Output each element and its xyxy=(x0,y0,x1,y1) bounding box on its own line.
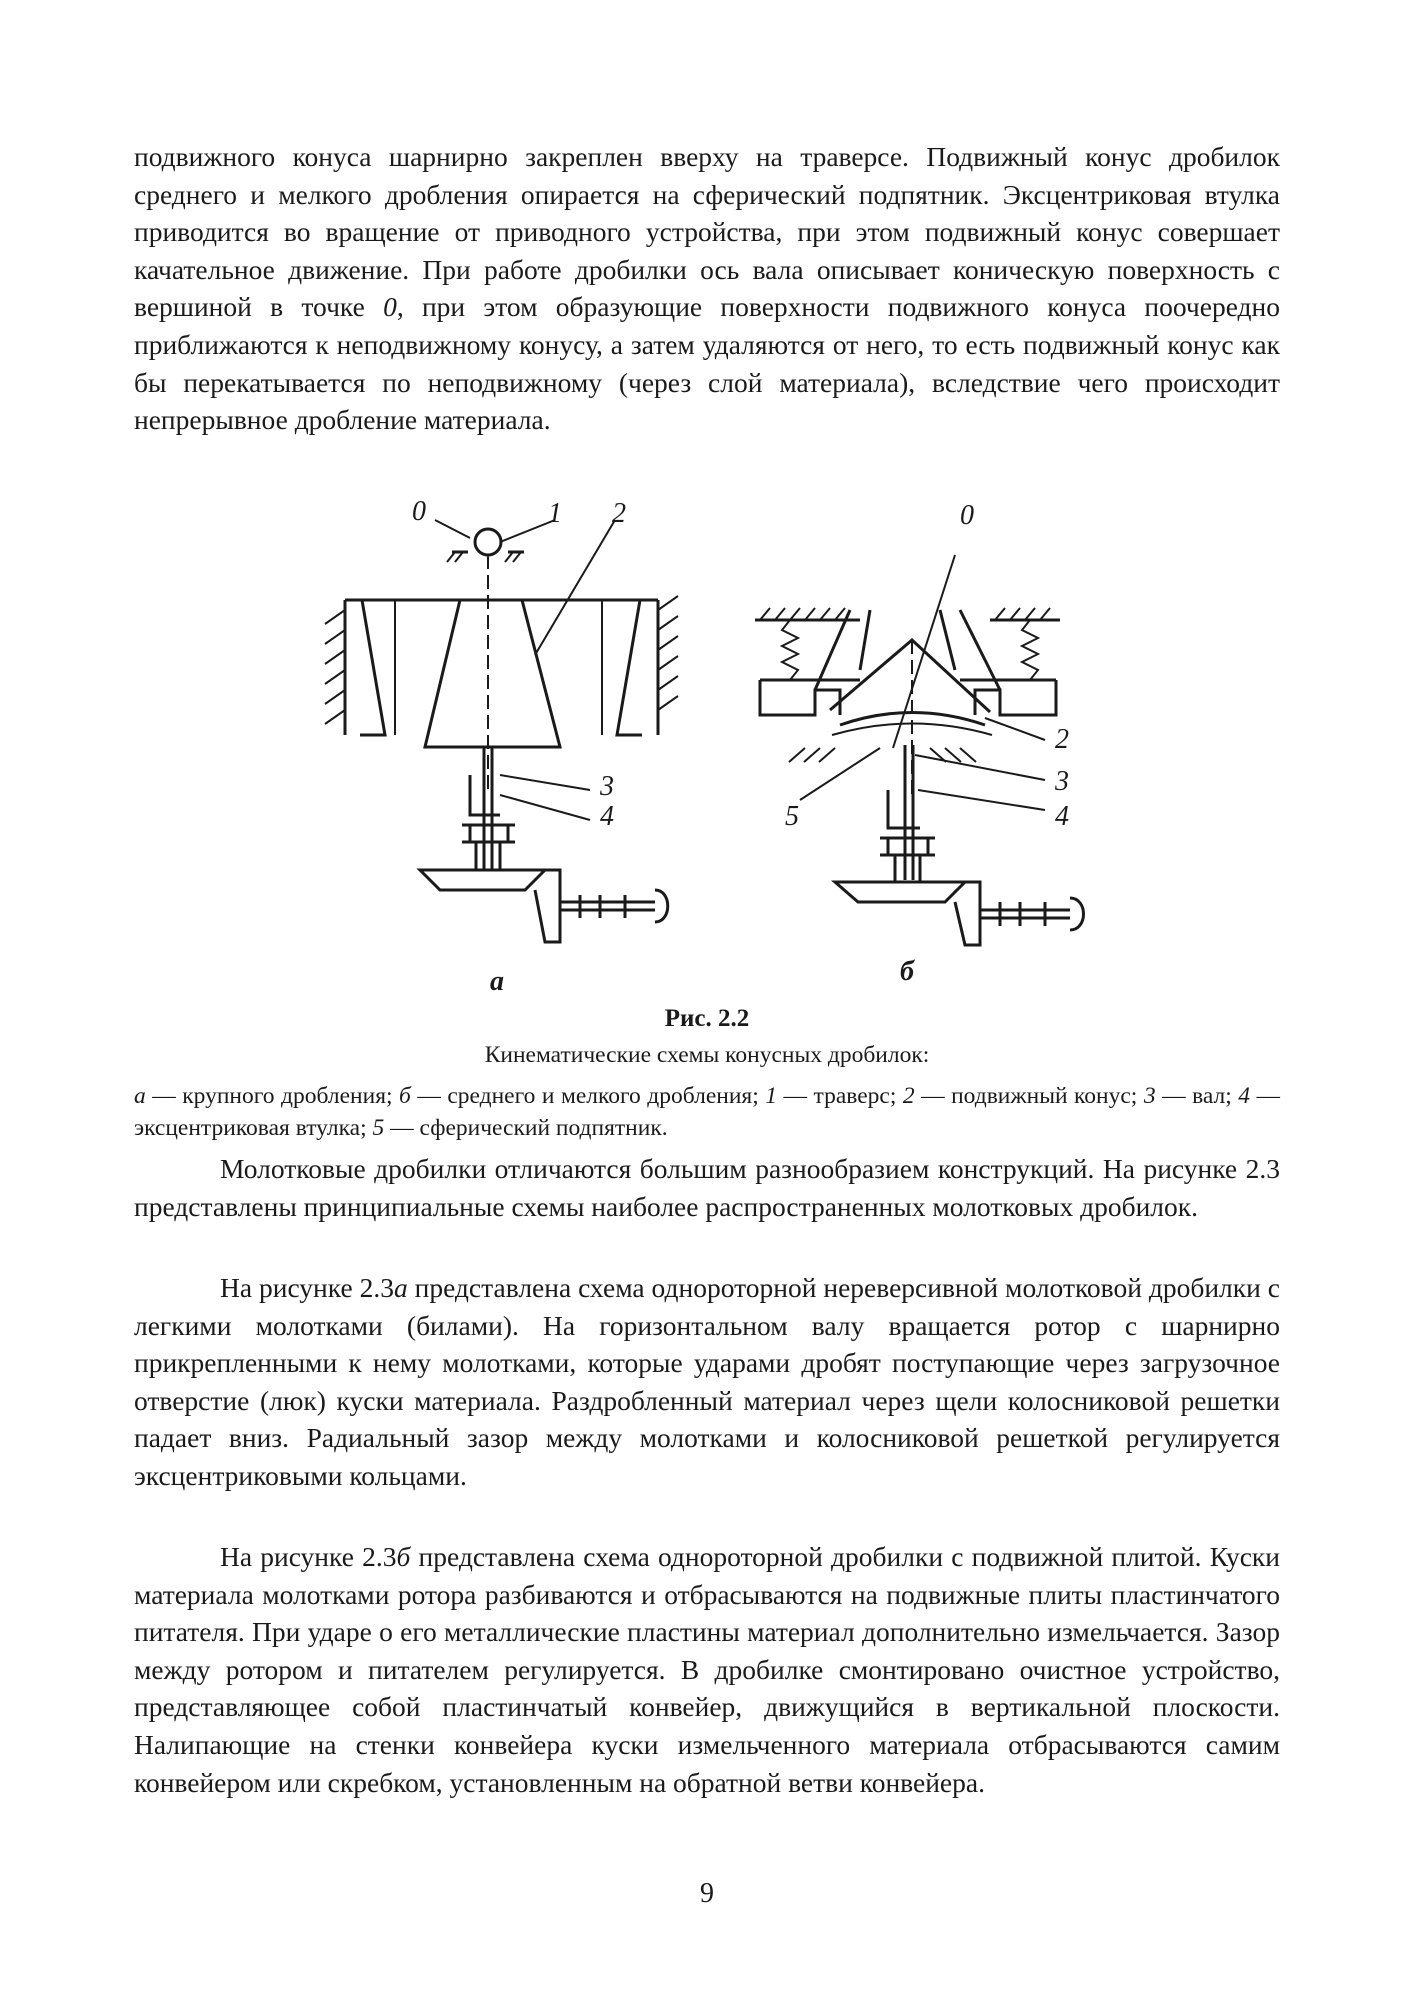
paragraph-fig-2-3a: На рисунке 2.3а представлена схема однороторной нереверсивной молотковой дробилки с легкими молотками (билами). На горизонтальном валу вращается ротор с шарнирно прикрепленными к нему молотками, которые ударами дробят поступающие через загрузочное отверстие (люк) куски материала. Раздробленный материал через щели колосниковой решетки падает вниз. Радиальный зазор между молотками и колосниковой решеткой регулируется эксцентриковыми кольцами. xyxy=(134,1272,1280,1491)
traverse-pivot xyxy=(475,529,501,555)
label-b-3: 3 xyxy=(1055,766,1069,797)
figure-legend: а — крупного дробления; б — среднего и мелкого дробления; 1 — траверс; 2 — подвижный конус; 3 — вал; 4 — эксцентриковая втулка; 5 — сферический подпятник. xyxy=(134,1083,1280,1141)
scheme-b-drawing xyxy=(755,555,1084,945)
figure-drawing xyxy=(0,490,1414,1010)
intro-point-label: 0 xyxy=(383,291,397,323)
paragraph-hammer-crushers: Молотковые дробилки отличаются большим разнообразием конструкций. На рисунке 2.3 представлены принципиальные схемы наиболее распространенных молотковых дробилок. xyxy=(134,1153,1280,1222)
figure-caption-title: Рис. 2.2 xyxy=(664,1005,750,1032)
figure-caption-subtitle: Кинематические схемы конусных дробилок: xyxy=(484,1042,930,1068)
label-a-1: 1 xyxy=(548,498,562,529)
intro-text: подвижного конуса шарнирно закреплен вверху на траверсе. Подвижный конус дробилок среднего и мелкого дробления опирается на сферический подпятник. Эксцентриковая втулка приводится во вращение от приводного устройства, при этом подвижный конус совершает качательное движение. При работе дробилки ось вала описывает коническую поверхность с вершиной в точке xyxy=(134,141,1280,323)
label-b-2: 2 xyxy=(1055,724,1069,755)
intro-paragraph xyxy=(134,138,1280,439)
intro-text-end: , при этом образующие поверхности подвижного конуса поочередно приближаются к неподвижному конусу, а затем удаляются от него, то есть подвижный конус как бы перекатывается по неподвижному (через слой материала), вследствие чего происходит непрерывное дробление материала. xyxy=(134,291,1281,436)
page-number: 9 xyxy=(700,1878,714,1909)
label-b-5: 5 xyxy=(785,801,799,832)
scheme-a-drawing xyxy=(325,520,678,942)
label-a-sub: а xyxy=(490,966,504,997)
label-a-point: 0 xyxy=(412,496,426,527)
label-a-4: 4 xyxy=(600,801,614,832)
label-b-4: 4 xyxy=(1055,801,1069,832)
label-a-2: 2 xyxy=(612,498,626,529)
figure-2-2 xyxy=(0,490,1414,1010)
label-a-3: 3 xyxy=(600,771,614,802)
label-b-sub: б xyxy=(900,956,914,987)
paragraph-fig-2-3b: На рисунке 2.3б представлена схема однороторной дробилки с подвижной плитой. Куски материала молотками ротора разбиваются и отбрасываются на подвижные плиты пластинчатого питателя. При ударе о его металлические пластины материал дополнительно измельчается. Зазор между ротором и питателем регулируется. В дробилке смонтировано очистное устройство, представляющее собой пластинчатый конвейер, движущийся в вертикальной плоскости. Налипающие на стенки конвейера куски измельченного материала отбрасываются самим конвейером или скребком, установленным на обратной ветви конвейера. xyxy=(134,1541,1281,1798)
label-b-point: 0 xyxy=(960,500,974,531)
